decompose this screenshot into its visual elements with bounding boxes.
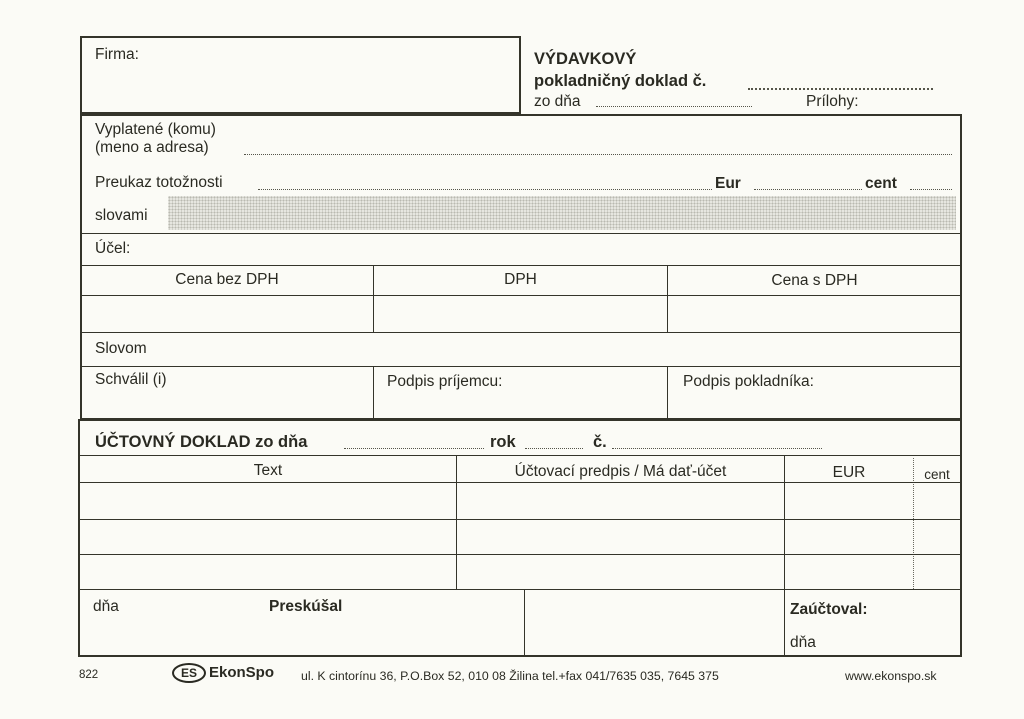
prilohy-label: Prílohy: xyxy=(806,93,859,110)
ucel-label: Účel: xyxy=(95,240,131,257)
form-number: 822 xyxy=(79,669,99,681)
firma-label: Firma: xyxy=(95,46,139,63)
rok-label: rok xyxy=(490,433,516,451)
slovom-label: Slovom xyxy=(95,340,147,357)
schvalil-label: Schválil (i) xyxy=(95,371,167,388)
divider xyxy=(81,332,961,333)
dph-header: DPH xyxy=(504,271,537,288)
table-row[interactable] xyxy=(81,484,959,518)
rok-field[interactable] xyxy=(525,448,583,449)
accounting-title: ÚČTOVNÝ DOKLAD zo dňa xyxy=(95,433,308,451)
accounting-number-field[interactable] xyxy=(612,448,822,449)
vyplatene-label: Vyplatené (komu) xyxy=(95,121,216,138)
doc-number-field[interactable] xyxy=(748,88,933,90)
company-website[interactable]: www.ekonspo.sk xyxy=(845,669,937,683)
text-header: Text xyxy=(253,462,283,479)
divider xyxy=(80,589,961,590)
divider xyxy=(80,455,961,456)
cena-bez-dph-header: Cena bez DPH xyxy=(175,271,279,288)
slovami-label: slovami xyxy=(95,207,148,224)
divider xyxy=(524,589,525,656)
zauctoval-label: Zaúčtoval: xyxy=(790,601,868,618)
zo-dna-label: zo dňa xyxy=(534,93,581,110)
divider xyxy=(81,366,961,367)
dna-right-label: dňa xyxy=(790,634,816,651)
preukaz-label: Preukaz totožnosti xyxy=(95,174,223,191)
c-label: č. xyxy=(593,433,607,451)
zo-dna-field[interactable] xyxy=(596,106,752,107)
eur-label: Eur xyxy=(715,175,741,192)
meno-label: (meno a adresa) xyxy=(95,139,209,156)
divider xyxy=(373,366,374,419)
cena-s-dph-field[interactable] xyxy=(669,297,960,331)
company-address: ul. K cintorínu 36, P.O.Box 52, 010 08 Žilina tel.+fax 041/7635 035, 7645 375 xyxy=(301,669,719,683)
accounting-date-field[interactable] xyxy=(344,448,484,449)
meno-field[interactable] xyxy=(244,154,952,155)
firma-box xyxy=(80,36,521,114)
divider xyxy=(667,366,668,419)
divider xyxy=(80,519,961,520)
payment-section xyxy=(80,114,962,420)
divider xyxy=(80,482,961,483)
dph-field[interactable] xyxy=(375,297,666,331)
cent-field[interactable] xyxy=(910,189,952,190)
preskusal-label: Preskúšal xyxy=(269,598,343,615)
form-title: VÝDAVKOVÝ xyxy=(534,50,637,68)
podpis-prijemcu-label: Podpis príjemcu: xyxy=(387,373,503,390)
cena-s-dph-header: Cena s DPH xyxy=(771,272,858,289)
divider xyxy=(81,295,961,296)
podpis-pokladnika-label: Podpis pokladníka: xyxy=(683,373,814,390)
form-subtitle: pokladničný doklad č. xyxy=(534,72,707,90)
cena-bez-dph-field[interactable] xyxy=(82,297,372,331)
uctovaci-predpis-header: Účtovací predpis / Má dať-účet xyxy=(514,463,727,480)
cent-header: cent xyxy=(924,467,950,482)
eur-field[interactable] xyxy=(754,189,862,190)
ekonspo-logo-icon: ES xyxy=(172,663,206,683)
slovami-field[interactable] xyxy=(168,196,956,230)
eur-header: EUR xyxy=(832,464,866,481)
divider xyxy=(81,265,961,266)
cent-label: cent xyxy=(865,175,897,192)
divider xyxy=(81,233,961,234)
divider xyxy=(80,554,961,555)
brand-name: EkonSpo xyxy=(209,664,275,681)
preskusal-signature-field[interactable] xyxy=(527,592,782,654)
table-row[interactable] xyxy=(81,521,959,553)
preukaz-field[interactable] xyxy=(258,189,712,190)
dna-left-label: dňa xyxy=(93,598,119,615)
table-row[interactable] xyxy=(81,556,959,588)
